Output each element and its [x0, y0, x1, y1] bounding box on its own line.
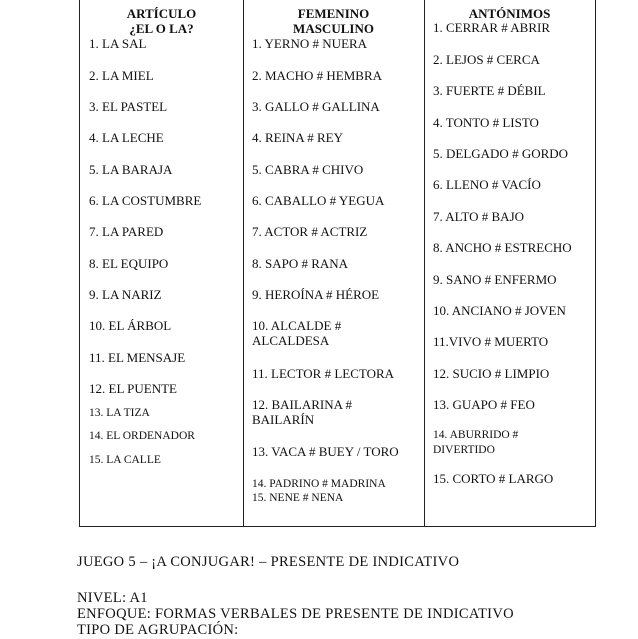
level-line: NIVEL: A1	[77, 590, 148, 606]
list-item: 8. SAPO # RANA	[252, 256, 349, 271]
list-item: 10. ALCALDE # ALCALDESA	[252, 318, 342, 348]
list-item: 14. PADRINO # MADRINA	[252, 478, 386, 490]
list-item: 14. ABURRIDO # DIVERTIDO	[433, 429, 519, 456]
column-heading	[243, 6, 424, 36]
section-title: JUEGO 5 – ¡A CONJUGAR! – PRESENTE DE INDICATIVO	[77, 554, 460, 570]
list-item: 6. CABALLO # YEGUA	[252, 193, 385, 208]
list-item: 5. CABRA # CHIVO	[252, 162, 364, 177]
list-item: 12. BAILARINA # BAILARÍN	[252, 397, 353, 427]
list-item: 1. CERRAR # ABRIR	[433, 20, 551, 35]
list-item: 13. GUAPO # FEO	[433, 397, 535, 412]
list-item: 14. EL ORDENADOR	[89, 430, 195, 442]
list-item: 1. LA SAL	[89, 36, 147, 51]
list-item: 10. EL ÁRBOL	[89, 318, 172, 333]
list-item: 1. YERNO # NUERA	[252, 36, 368, 51]
list-item: 2. MACHO # HEMBRA	[252, 68, 383, 83]
column-antonimos	[424, 0, 595, 526]
list-item: 7. LA PARED	[89, 224, 164, 239]
list-item: 4. REINA # REY	[252, 130, 343, 145]
heading-line: FEMENINO	[297, 6, 370, 21]
column-femenino-masculino	[243, 0, 425, 526]
list-item: 11.VIVO # MUERTO	[433, 334, 549, 349]
list-item: 12. SUCIO # LIMPIO	[433, 366, 550, 381]
list-item: 3. EL PASTEL	[89, 99, 168, 114]
list-item: 4. LA LECHE	[89, 130, 164, 145]
grouping-line: TIPO DE AGRUPACIÓN:	[77, 622, 239, 638]
list-item: 3. FUERTE # DÉBIL	[433, 83, 546, 98]
list-item: 8. EL EQUIPO	[89, 256, 169, 271]
list-item: 4. TONTO # LISTO	[433, 115, 539, 130]
list-item: 11. LECTOR # LECTORA	[252, 366, 395, 381]
list-item: 5. LA BARAJA	[89, 162, 173, 177]
list-item: 7. ALTO # BAJO	[433, 209, 525, 224]
list-item: 15. NENE # NENA	[252, 492, 344, 504]
list-item: 8. ANCHO # ESTRECHO	[433, 240, 572, 255]
list-item: 13. LA TIZA	[89, 407, 150, 419]
focus-line: ENFOQUE: FORMAS VERBALES DE PRESENTE DE INDICATIVO	[77, 606, 514, 622]
heading-line: MASCULINO	[293, 21, 374, 36]
heading-line: ¿EL O LA?	[129, 21, 194, 36]
column-articulo	[80, 0, 244, 526]
list-item: 11. EL MENSAJE	[89, 350, 186, 365]
list-item: 15. CORTO # LARGO	[433, 471, 554, 486]
list-item: 13. VACA # BUEY / TORO	[252, 444, 399, 459]
column-heading: ANTÓNIMOS	[468, 6, 551, 21]
list-item: 9. SANO # ENFERMO	[433, 272, 557, 287]
column-heading	[80, 6, 243, 36]
list-item: 10. ANCIANO # JOVEN	[433, 303, 566, 318]
list-item: 2. LA MIEL	[89, 68, 154, 83]
list-item: 2. LEJOS # CERCA	[433, 52, 540, 67]
vocabulary-table	[79, 0, 596, 527]
list-item: 6. LLENO # VACÍO	[433, 177, 541, 192]
heading-line: ARTÍCULO	[126, 6, 197, 21]
list-item: 15. LA CALLE	[89, 454, 161, 466]
list-item: 3. GALLO # GALLINA	[252, 99, 380, 114]
list-item: 5. DELGADO # GORDO	[433, 146, 569, 161]
list-item: 6. LA COSTUMBRE	[89, 193, 202, 208]
list-item: 9. HEROÍNA # HÉROE	[252, 287, 380, 302]
list-item: 9. LA NARIZ	[89, 287, 162, 302]
list-item: 12. EL PUENTE	[89, 381, 177, 396]
list-item: 7. ACTOR # ACTRIZ	[252, 224, 368, 239]
